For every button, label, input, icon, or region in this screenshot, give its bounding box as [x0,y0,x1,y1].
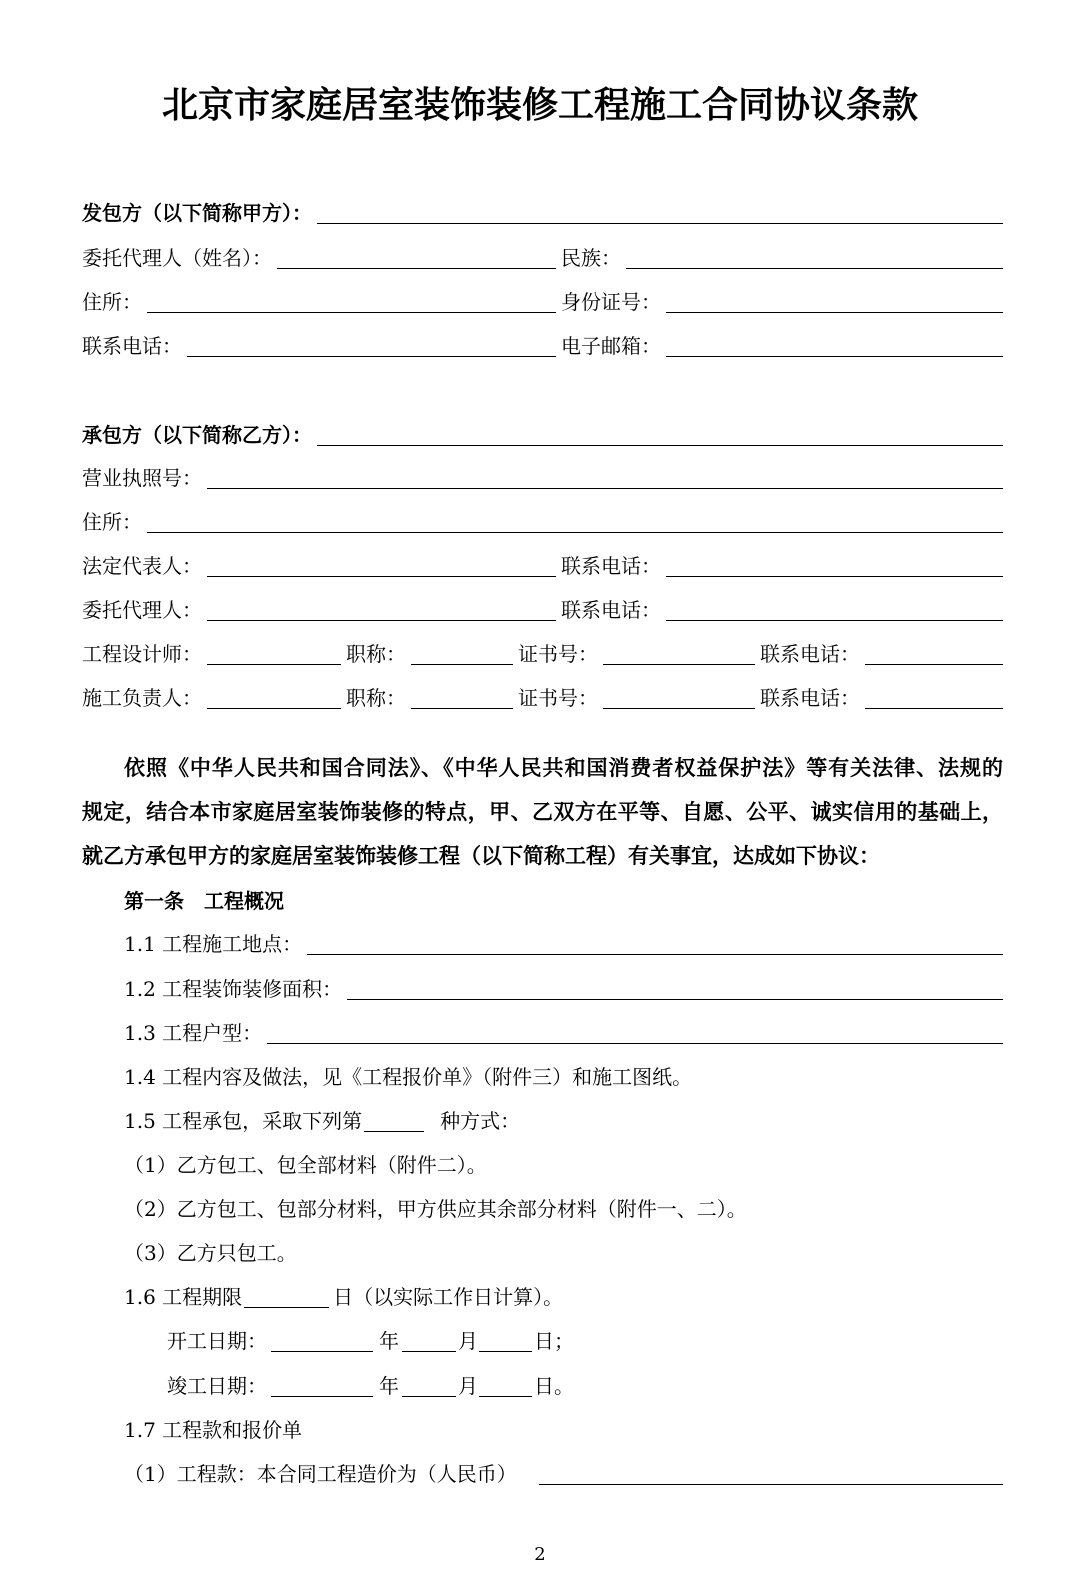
party-b-legal-rep-cell [82,554,561,578]
manager-phone-cell [760,686,1003,710]
start-day-unit: 日； [534,1329,574,1353]
party-a-ethnicity-label: 民族： [561,246,621,270]
designer-cert-blank [603,664,755,665]
end-month-unit: 月 [458,1374,478,1398]
designer-title-cell [346,642,518,666]
site-location-blank [307,954,1003,955]
item-1-7-text: 1.7 工程款和报价单 [124,1418,303,1442]
designer-cert-label: 证书号： [518,642,598,666]
party-b-heading: 承包方（以下简称乙方）： [82,423,312,447]
party-b-address-blank [147,532,1003,533]
party-b-legal-rep-phone-cell [561,554,1003,578]
party-b-legal-rep-phone-blank [666,576,1003,577]
option-1-text: （1）乙方包工、包全部材料（附件二）。 [124,1153,487,1177]
designer-phone-blank [865,664,1003,665]
party-a-ethnicity-blank [626,268,1003,269]
item-1-4-text: 1.4 工程内容及做法，见《工程报价单》（附件三）和施工图纸。 [124,1065,693,1089]
party-a-address-label: 住所： [82,290,142,314]
manager-cert-blank [603,708,755,709]
end-month-blank [402,1396,456,1397]
start-year-unit: 年 [379,1329,399,1353]
item-1-6-text-post: 日（以实际工作日计算）。 [333,1285,564,1309]
contract-mode-blank [364,1131,424,1132]
price-label: （1）工程款：本合同工程造价为（人民币） [124,1462,517,1486]
party-a-address-blank [147,312,556,313]
designer-phone-label: 联系电话： [760,642,860,666]
option-3-row [124,1241,297,1265]
item-1-3-row [124,1021,1003,1045]
party-a-phone-cell [82,334,561,358]
start-date-label: 开工日期： [167,1329,267,1353]
preamble-line-2: 规定，结合本市家庭居室装饰装修的特点，甲、乙双方在平等、自愿、公平、诚实信用的基础上， [82,799,1003,824]
end-year-blank [271,1396,373,1397]
designer-name-cell [82,642,346,666]
start-year-blank [271,1351,373,1352]
party-b-agent-row [82,598,1003,622]
manager-name-blank [207,708,341,709]
party-b-legal-rep-label: 法定代表人： [82,554,202,578]
preamble-line-3: 就乙方承包甲方的家庭居室装饰装修工程（以下简称工程）有关事宜，达成如下协议： [82,843,880,868]
item-1-4-row [124,1065,692,1089]
party-a-contact-row [82,334,1003,358]
party-a-phone-label: 联系电话： [82,334,182,358]
article-1-heading [124,889,284,913]
party-b-agent-cell [82,598,561,622]
party-a-email-label: 电子邮箱： [561,334,661,358]
party-a-agent-cell [82,246,561,270]
party-b-heading-row [82,423,1003,447]
party-b-agent-phone-cell [561,598,1003,622]
end-date-row [167,1374,574,1398]
party-a-address-row [82,290,1003,314]
party-b-legal-rep-blank [207,576,556,577]
option-1-row [124,1153,487,1177]
designer-title-label: 职称： [346,642,406,666]
party-a-id-cell [561,290,1003,314]
party-b-designer-row [82,642,1003,666]
party-a-agent-row [82,246,1003,270]
party-a-heading-row [82,201,1003,225]
area-blank [347,999,1003,1000]
end-day-blank [479,1396,532,1397]
item-1-1-label: 1.1 工程施工地点： [124,932,303,956]
start-day-blank [479,1351,532,1352]
page-number: 2 [534,1544,546,1565]
end-year-unit: 年 [379,1374,399,1398]
item-1-1-row [124,932,1003,956]
party-b-agent-blank [207,620,556,621]
manager-title-cell [346,686,518,710]
party-b-address-row [82,510,1003,534]
party-a-agent-blank [277,268,556,269]
party-a-email-blank [666,356,1003,357]
party-b-license-row [82,466,1003,490]
party-a-agent-label: 委托代理人（姓名）： [82,246,272,270]
party-b-license-blank [207,488,1003,489]
item-1-2-label: 1.2 工程装饰装修面积： [124,977,343,1001]
preamble-line-1: 依照《中华人民共和国合同法》、《中华人民共和国消费者权益保护法》等有关法律、法规的 [124,755,1003,780]
party-b-name-blank [317,445,1003,446]
party-b-agent-phone-blank [666,620,1003,621]
party-a-ethnicity-cell [561,246,1003,270]
end-day-unit: 日。 [534,1374,574,1398]
party-b-legal-rep-row [82,554,1003,578]
party-a-id-label: 身份证号： [561,290,661,314]
designer-name-blank [207,664,341,665]
item-1-5-text-post: 种方式： [440,1109,521,1133]
article-1-heading-text: 第一条 工程概况 [124,889,284,913]
manager-title-label: 职称： [346,686,406,710]
item-1-3-label: 1.3 工程户型： [124,1021,263,1045]
designer-phone-cell [760,642,1003,666]
designer-cert-cell [518,642,760,666]
start-date-row [167,1329,574,1353]
item-1-5-row [124,1109,520,1133]
party-a-phone-blank [187,356,556,357]
layout-type-blank [267,1043,1003,1044]
manager-title-blank [411,708,513,709]
party-b-license-label: 营业执照号： [82,466,202,490]
price-row [124,1462,1003,1486]
item-1-5-text-pre: 1.5 工程承包，采取下列第 [124,1109,363,1133]
end-date-label: 竣工日期： [167,1374,267,1398]
item-1-6-text-pre: 1.6 工程期限 [124,1285,243,1309]
item-1-2-row [124,977,1003,1001]
manager-phone-blank [865,708,1003,709]
designer-label: 工程设计师： [82,642,202,666]
party-a-address-cell [82,290,561,314]
manager-phone-label: 联系电话： [760,686,860,710]
duration-days-blank [244,1307,329,1308]
party-b-manager-row [82,686,1003,710]
party-a-email-cell [561,334,1003,358]
start-month-unit: 月 [458,1329,478,1353]
party-b-address-label: 住所： [82,510,142,534]
item-1-6-row [124,1285,563,1309]
manager-cert-label: 证书号： [518,686,598,710]
manager-label: 施工负责人： [82,686,202,710]
party-b-agent-phone-label: 联系电话： [561,598,661,622]
price-blank [539,1484,1003,1485]
party-a-id-blank [666,312,1003,313]
manager-cert-cell [518,686,760,710]
option-2-row [124,1197,747,1221]
manager-name-cell [82,686,346,710]
option-3-text: （3）乙方只包工。 [124,1241,297,1265]
party-b-legal-rep-phone-label: 联系电话： [561,554,661,578]
designer-title-blank [411,664,513,665]
party-a-heading: 发包方（以下简称甲方）： [82,201,312,225]
party-a-name-blank [317,223,1003,224]
party-b-agent-label: 委托代理人： [82,598,202,622]
option-2-text: （2）乙方包工、包部分材料，甲方供应其余部分材料（附件一、二）。 [124,1197,747,1221]
start-month-blank [402,1351,456,1352]
document-title: 北京市家庭居室装饰装修工程施工合同协议条款 [161,84,918,126]
item-1-7-row [124,1418,302,1442]
